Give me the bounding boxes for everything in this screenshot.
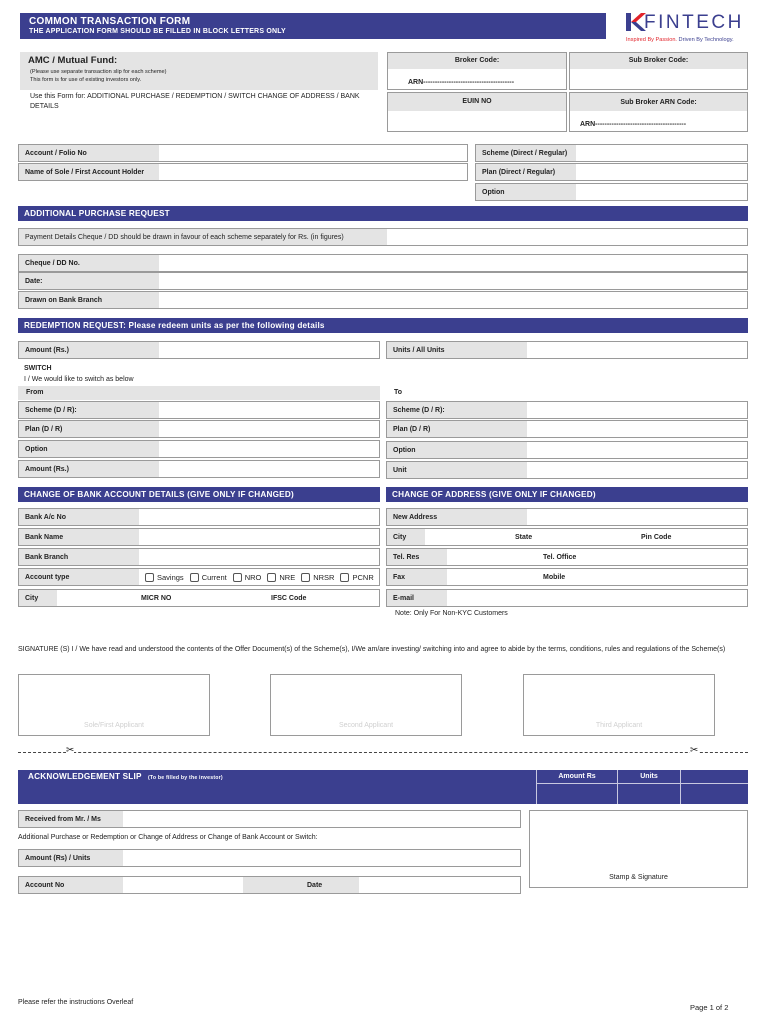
option-label: Option (476, 184, 576, 200)
purchase-section-header: ADDITIONAL PURCHASE REQUEST (18, 206, 748, 221)
new-address-field[interactable] (386, 508, 748, 526)
switch-to-option[interactable]: Option (386, 441, 748, 459)
folio-field[interactable] (18, 144, 468, 162)
ack-amount-header: Amount Rs (558, 773, 596, 780)
broker-code-box[interactable] (387, 52, 567, 90)
sub-broker-code-label: Sub Broker Code: (628, 57, 689, 64)
plan-label: Plan (Direct / Regular) (476, 164, 576, 180)
amc-use-for: Use this Form for: ADDITIONAL PURCHASE / REDEMPTION / SWITCH CHANGE OF ADDRESS / BANK DETAILS (30, 93, 360, 110)
fax-mobile-field[interactable] (386, 568, 748, 586)
pin-code-label: Pin Code (641, 533, 672, 541)
email-field[interactable] (386, 589, 748, 607)
city-state-pin-field[interactable] (386, 528, 748, 546)
switch-to-unit[interactable]: Unit (386, 461, 748, 479)
bank-branch-label: Bank Branch (19, 549, 139, 565)
switch-to-plan[interactable]: Plan (D / R) (386, 420, 748, 438)
account-type-field (18, 568, 380, 586)
switch-to-label: To (386, 386, 748, 400)
scheme-label: Scheme (Direct / Regular) (476, 145, 576, 161)
ack-account-label: Account No (19, 877, 123, 893)
form-title-bar (20, 13, 606, 39)
stamp-signature-box[interactable] (529, 810, 748, 888)
bank-branch-field[interactable] (18, 291, 748, 309)
footer-instructions: Please refer the instructions Overleaf (18, 999, 134, 1006)
payment-details-field[interactable] (18, 228, 748, 246)
ack-amount-units-field[interactable] (18, 849, 521, 867)
ack-date-label: Date (243, 877, 359, 893)
stamp-label: Stamp & Signature (609, 874, 668, 881)
holder-field[interactable] (18, 163, 468, 181)
broker-code-label: Broker Code: (454, 57, 500, 64)
account-type-label: Account type (19, 569, 139, 585)
payment-details-label: Payment Details Cheque / DD should be drawn in favour of each scheme separately for Rs. (in figures) (19, 229, 387, 245)
switch-title: SWITCH (24, 365, 52, 372)
bank-branch-field-2[interactable] (18, 548, 380, 566)
fax-label: Fax (387, 569, 447, 585)
amc-title: AMC / Mutual Fund: (28, 55, 118, 66)
bank-ac-label: Bank A/c No (19, 509, 139, 525)
scheme-field[interactable] (475, 144, 748, 162)
account-type-options: Savings Current NRO NRE NRSR PCNR (139, 569, 374, 585)
ack-account-date-field[interactable] (18, 876, 521, 894)
switch-from-amount[interactable]: Amount (Rs.) (18, 460, 380, 478)
nrsr-checkbox[interactable] (301, 573, 310, 582)
third-applicant-signature[interactable]: Third Applicant (523, 674, 715, 736)
ack-transaction-line: Additional Purchase or Redemption or Change of Address or Change of Bank Account or Switch: (18, 834, 318, 841)
euin-label: EUIN NO (462, 98, 492, 105)
switch-from-plan[interactable]: Plan (D / R) (18, 420, 380, 438)
savings-checkbox[interactable] (145, 573, 154, 582)
redemption-units-field[interactable] (386, 341, 748, 359)
switch-from-scheme[interactable]: Scheme (D / R): (18, 401, 380, 419)
holder-label: Name of Sole / First Account Holder (19, 164, 159, 180)
plan-field[interactable] (475, 163, 748, 181)
redemption-amount-field[interactable] (18, 341, 380, 359)
bank-city-micr-ifsc-field[interactable] (18, 589, 380, 607)
form-subtitle: THE APPLICATION FORM SHOULD BE FILLED IN BLOCK LETTERS ONLY (29, 28, 286, 35)
sub-broker-arn-label: Sub Broker ARN Code: (620, 99, 697, 106)
new-address-label: New Address (387, 509, 527, 525)
ack-title: ACKNOWLEDGEMENT SLIP (To be filled by the investor) (28, 772, 223, 781)
arn-line-1: ARN--------------------------------------- (408, 79, 515, 86)
tel-res-label: Tel. Res (387, 549, 447, 565)
first-applicant-signature[interactable]: Sole/First Applicant (18, 674, 210, 736)
state-label: State (515, 533, 533, 541)
tel-office-label: Tel. Office (543, 553, 577, 561)
sub-broker-code-box[interactable] (569, 52, 748, 90)
current-checkbox[interactable] (190, 573, 199, 582)
second-applicant-signature[interactable]: Second Applicant (270, 674, 462, 736)
received-from-field[interactable] (18, 810, 521, 828)
sub-broker-arn-box[interactable] (569, 92, 748, 132)
bank-name-field[interactable] (18, 528, 380, 546)
switch-from-option[interactable]: Option (18, 440, 380, 458)
logo-text: FINTECH (644, 12, 744, 33)
cheque-field[interactable] (18, 254, 748, 272)
bank-city-label: City (19, 590, 57, 606)
option-field[interactable] (475, 183, 748, 201)
bank-ac-field[interactable] (18, 508, 380, 526)
redemption-units-label: Units / All Units (387, 342, 527, 358)
form-title: COMMON TRANSACTION FORM (29, 16, 191, 27)
micr-label: MICR NO (141, 594, 172, 602)
pcnr-checkbox[interactable] (340, 573, 349, 582)
redemption-section-header: REDEMPTION REQUEST: Please redeem units as per the following details (18, 318, 748, 333)
ack-units-header: Units (640, 773, 658, 780)
received-from-label: Received from Mr. / Ms (19, 811, 123, 827)
bank-name-label: Bank Name (19, 529, 139, 545)
amc-note-2: This form is for use of existing investors only. (30, 77, 142, 83)
page-number: Page 1 of 2 (690, 1003, 729, 1012)
fintech-k-icon (624, 11, 646, 33)
switch-from-label: From (18, 386, 380, 400)
drawn-bank-label: Drawn on Bank Branch (19, 292, 159, 308)
bank-section-header: CHANGE OF BANK ACCOUNT DETAILS (GIVE ONLY IF CHANGED) (18, 487, 380, 502)
redemption-amount-label: Amount (Rs.) (19, 342, 159, 358)
non-kyc-note: Note: Only For Non-KYC Customers (395, 610, 508, 617)
scissors-icon-right: ✂ (690, 745, 699, 756)
amc-note-1: (Please use separate transaction slip for each scheme) (30, 69, 167, 75)
date-field[interactable] (18, 272, 748, 290)
scissors-icon: ✂ (66, 745, 75, 756)
date-label: Date: (19, 273, 159, 289)
address-section-header: CHANGE OF ADDRESS (GIVE ONLY IF CHANGED) (386, 487, 748, 502)
folio-label: Account / Folio No (19, 145, 159, 161)
euin-box[interactable] (387, 92, 567, 132)
cut-line (18, 752, 748, 753)
logo-tagline: Inspired By Passion. Driven By Technology. (626, 37, 734, 43)
fintech-logo (624, 11, 752, 33)
ack-amount-divider (536, 783, 748, 784)
mobile-label: Mobile (543, 573, 566, 581)
email-label: E-mail (387, 590, 447, 606)
ack-units-divider (680, 770, 681, 804)
signature-declaration: SIGNATURE (S) I / We have read and understood the contents of the Offer Document(s) of the Scheme(s), I/We am/are investing/ switching into and agree to abide by the terms, conditions, rules and regulations of the Scheme(s) (18, 646, 726, 653)
ack-amount-units-label: Amount (Rs) / Units (19, 850, 123, 866)
cheque-label: Cheque / DD No. (19, 255, 159, 271)
nre-checkbox[interactable] (267, 573, 276, 582)
arn-line-2: ARN--------------------------------------- (580, 121, 687, 128)
switch-to-scheme[interactable]: Scheme (D / R): (386, 401, 748, 419)
address-city-label: City (387, 529, 425, 545)
nro-checkbox[interactable] (233, 573, 242, 582)
tel-field[interactable] (386, 548, 748, 566)
switch-subtitle: I / We would like to switch as below (24, 376, 134, 383)
ifsc-label: IFSC Code (271, 594, 307, 602)
